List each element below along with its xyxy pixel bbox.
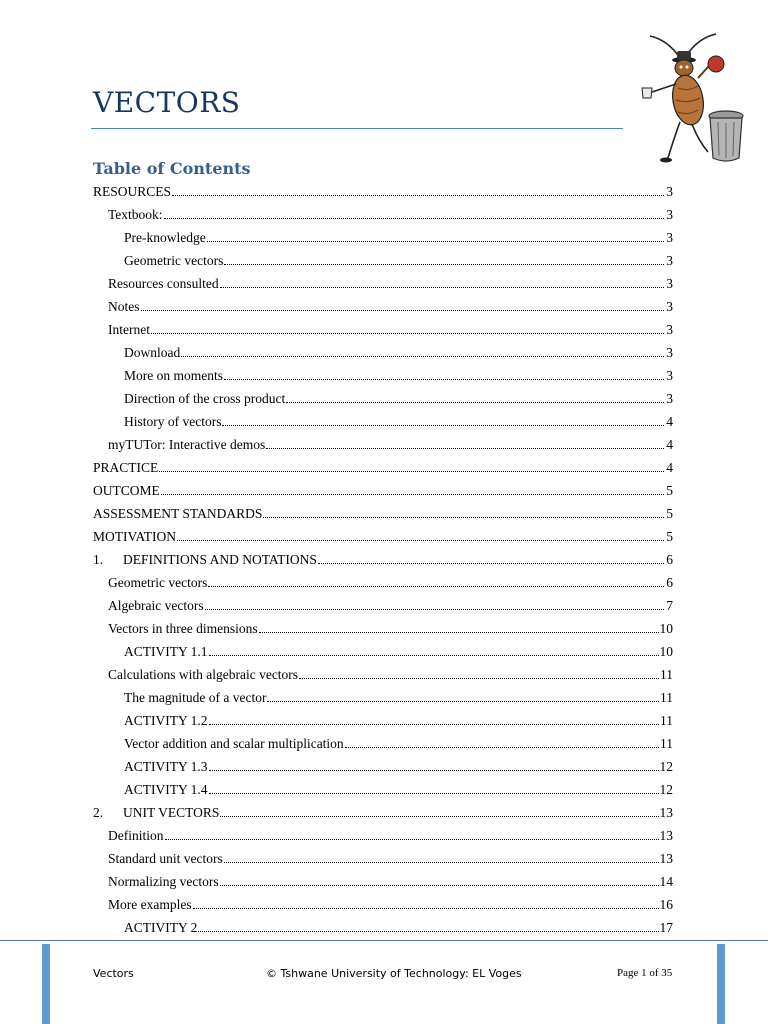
toc-entry-label: Internet xyxy=(108,322,150,337)
toc-dot-leader xyxy=(263,505,664,518)
cockroach-mascot-icon xyxy=(628,30,748,170)
toc-entry-page: 12 xyxy=(659,759,673,774)
toc-entry-label: PRACTICE xyxy=(93,460,159,475)
toc-entry-number: 1. xyxy=(93,552,104,567)
footer-doc-name: Vectors xyxy=(93,967,134,980)
footer-left-bar xyxy=(42,944,50,1024)
toc-entry[interactable] xyxy=(93,456,673,479)
toc-entry[interactable] xyxy=(93,571,673,594)
toc-entry[interactable] xyxy=(93,709,673,732)
toc-entry-page: 16 xyxy=(659,897,673,912)
toc-entry-label: MOTIVATION xyxy=(93,529,176,544)
trash-can-icon xyxy=(709,111,743,161)
toc-entry[interactable] xyxy=(93,318,673,341)
toc-entry-page: 3 xyxy=(666,391,673,406)
toc-entry-label: DEFINITIONS AND NOTATIONS xyxy=(123,552,317,567)
toc-entry-page: 13 xyxy=(659,805,673,820)
toc-entry-page: 4 xyxy=(666,414,673,429)
toc-entry[interactable] xyxy=(93,778,673,801)
toc-dot-leader xyxy=(318,551,664,564)
toc-entry-label: Definition xyxy=(108,828,164,843)
table-of-contents xyxy=(93,180,673,939)
toc-entry-page: 17 xyxy=(659,920,673,935)
toc-dot-leader xyxy=(259,620,659,633)
toc-entry-page: 6 xyxy=(666,575,673,590)
toc-dot-leader xyxy=(266,436,664,449)
toc-entry-page: 10 xyxy=(659,621,673,636)
toc-entry-label: ACTIVITY 1.2 xyxy=(124,713,208,728)
toc-entry[interactable] xyxy=(93,732,673,755)
toc-entry-page: 13 xyxy=(659,851,673,866)
toc-entry-label: Pre-knowledge xyxy=(124,230,206,245)
toc-entry-label: Algebraic vectors xyxy=(108,598,204,613)
toc-entry-page: 3 xyxy=(666,230,673,245)
toc-heading: Table of Contents xyxy=(93,159,251,178)
toc-entry[interactable] xyxy=(93,479,673,502)
title-underline xyxy=(91,128,623,129)
toc-entry[interactable] xyxy=(93,364,673,387)
toc-entry-label: The magnitude of a vector xyxy=(124,690,267,705)
toc-entry-label: Notes xyxy=(108,299,140,314)
toc-dot-leader xyxy=(151,321,664,334)
toc-entry-page: 4 xyxy=(666,437,673,452)
toc-entry-page: 11 xyxy=(660,713,673,728)
toc-dot-leader xyxy=(209,712,660,725)
toc-entry-page: 3 xyxy=(666,345,673,360)
toc-entry-label: Vector addition and scalar multiplication xyxy=(124,736,344,751)
toc-dot-leader xyxy=(209,758,659,771)
toc-entry[interactable] xyxy=(93,594,673,617)
toc-dot-leader xyxy=(161,482,664,495)
toc-entry-page: 11 xyxy=(660,736,673,751)
toc-entry[interactable] xyxy=(93,249,673,272)
toc-entry-label: ACTIVITY 1.3 xyxy=(124,759,208,774)
toc-entry-label: History of vectors xyxy=(124,414,222,429)
toc-entry[interactable] xyxy=(93,525,673,548)
toc-entry-page: 11 xyxy=(660,690,673,705)
toc-entry-label: myTUTor: Interactive demos xyxy=(108,437,266,452)
toc-dot-leader xyxy=(207,229,664,242)
toc-entry-label: Vectors in three dimensions xyxy=(108,621,258,636)
toc-entry-label: Standard unit vectors xyxy=(108,851,223,866)
toc-entry[interactable] xyxy=(93,180,673,203)
toc-entry-page: 3 xyxy=(666,299,673,314)
toc-entry-page: 3 xyxy=(666,368,673,383)
toc-entry-page: 7 xyxy=(666,598,673,613)
toc-entry-page: 5 xyxy=(666,529,673,544)
toc-entry-label: RESOURCES xyxy=(93,184,172,199)
toc-dot-leader xyxy=(220,873,659,886)
toc-dot-leader xyxy=(222,413,664,426)
toc-dot-leader xyxy=(181,344,664,357)
toc-dot-leader xyxy=(159,459,664,472)
toc-entry[interactable] xyxy=(93,387,673,410)
toc-dot-leader xyxy=(299,666,659,679)
toc-dot-leader xyxy=(224,252,664,265)
toc-entry[interactable] xyxy=(93,341,673,364)
toc-entry-label: Calculations with algebraic vectors xyxy=(108,667,299,682)
toc-entry[interactable] xyxy=(93,617,673,640)
toc-dot-leader xyxy=(224,850,659,863)
toc-entry-label: Download xyxy=(124,345,181,360)
toc-dot-leader xyxy=(220,804,658,817)
toc-entry-label: OUTCOME xyxy=(93,483,160,498)
footer-page-number: Page 1 of 35 xyxy=(617,967,673,979)
toc-entry-page: 3 xyxy=(666,184,673,199)
toc-dot-leader xyxy=(267,689,659,702)
toc-dot-leader xyxy=(220,275,664,288)
toc-dot-leader xyxy=(208,574,664,587)
toc-entry-label: Resources consulted xyxy=(108,276,219,291)
toc-entry[interactable] xyxy=(93,502,673,525)
toc-entry[interactable] xyxy=(93,870,673,893)
toc-dot-leader xyxy=(141,298,665,311)
toc-dot-leader xyxy=(172,183,664,196)
footer-right-bar xyxy=(717,944,725,1024)
toc-entry-page: 10 xyxy=(659,644,673,659)
toc-entry-label: ACTIVITY 2 xyxy=(124,920,198,935)
toc-entry[interactable] xyxy=(93,433,673,456)
toc-entry-label: ACTIVITY 1.4 xyxy=(124,782,208,797)
toc-entry[interactable] xyxy=(93,686,673,709)
toc-dot-leader xyxy=(224,367,664,380)
toc-dot-leader xyxy=(209,643,659,656)
toc-dot-leader xyxy=(209,781,659,794)
toc-entry-label: Textbook: xyxy=(108,207,163,222)
toc-entry-page: 13 xyxy=(659,828,673,843)
toc-entry-page: 4 xyxy=(666,460,673,475)
toc-entry-label: Normalizing vectors xyxy=(108,874,219,889)
toc-entry-page: 3 xyxy=(666,276,673,291)
toc-entry-number: 2. xyxy=(93,805,104,820)
toc-dot-leader xyxy=(198,919,658,932)
toc-entry[interactable] xyxy=(93,755,673,778)
toc-entry[interactable] xyxy=(93,548,673,571)
toc-entry-page: 3 xyxy=(666,207,673,222)
toc-entry[interactable] xyxy=(93,272,673,295)
toc-entry-page: 3 xyxy=(666,253,673,268)
document-title: VECTORS xyxy=(93,86,241,119)
toc-entry[interactable] xyxy=(93,893,673,916)
footer-divider xyxy=(0,940,768,941)
toc-entry[interactable] xyxy=(93,663,673,686)
footer-copyright: © Tshwane University of Technology: EL Voges xyxy=(266,967,522,980)
toc-dot-leader xyxy=(345,735,659,748)
toc-entry-page: 5 xyxy=(666,506,673,521)
toc-entry-label: More on moments xyxy=(124,368,223,383)
toc-entry[interactable] xyxy=(93,824,673,847)
toc-entry-label: More examples xyxy=(108,897,192,912)
toc-entry[interactable] xyxy=(93,847,673,870)
toc-entry-page: 14 xyxy=(659,874,673,889)
toc-dot-leader xyxy=(205,597,664,610)
toc-entry[interactable] xyxy=(93,226,673,249)
toc-entry-page: 6 xyxy=(666,552,673,567)
toc-entry-label: UNIT VECTORS xyxy=(123,805,220,820)
toc-entry-label: Geometric vectors xyxy=(124,253,224,268)
toc-entry[interactable] xyxy=(93,203,673,226)
toc-entry-page: 11 xyxy=(660,667,673,682)
toc-entry[interactable] xyxy=(93,410,673,433)
toc-entry-label: ACTIVITY 1.1 xyxy=(124,644,208,659)
toc-dot-leader xyxy=(165,827,659,840)
toc-dot-leader xyxy=(177,528,664,541)
toc-entry-page: 5 xyxy=(666,483,673,498)
toc-entry-label: Geometric vectors xyxy=(108,575,208,590)
toc-dot-leader xyxy=(286,390,664,403)
toc-entry-page: 3 xyxy=(666,322,673,337)
toc-dot-leader xyxy=(193,896,659,909)
toc-entry[interactable] xyxy=(93,295,673,318)
toc-entry-label: ASSESSMENT STANDARDS xyxy=(93,506,263,521)
toc-entry[interactable] xyxy=(93,640,673,663)
toc-dot-leader xyxy=(164,206,664,219)
toc-entry-label: Direction of the cross product xyxy=(124,391,286,406)
toc-entry[interactable] xyxy=(93,801,673,824)
toc-entry-page: 12 xyxy=(659,782,673,797)
toc-entry[interactable] xyxy=(93,916,673,939)
